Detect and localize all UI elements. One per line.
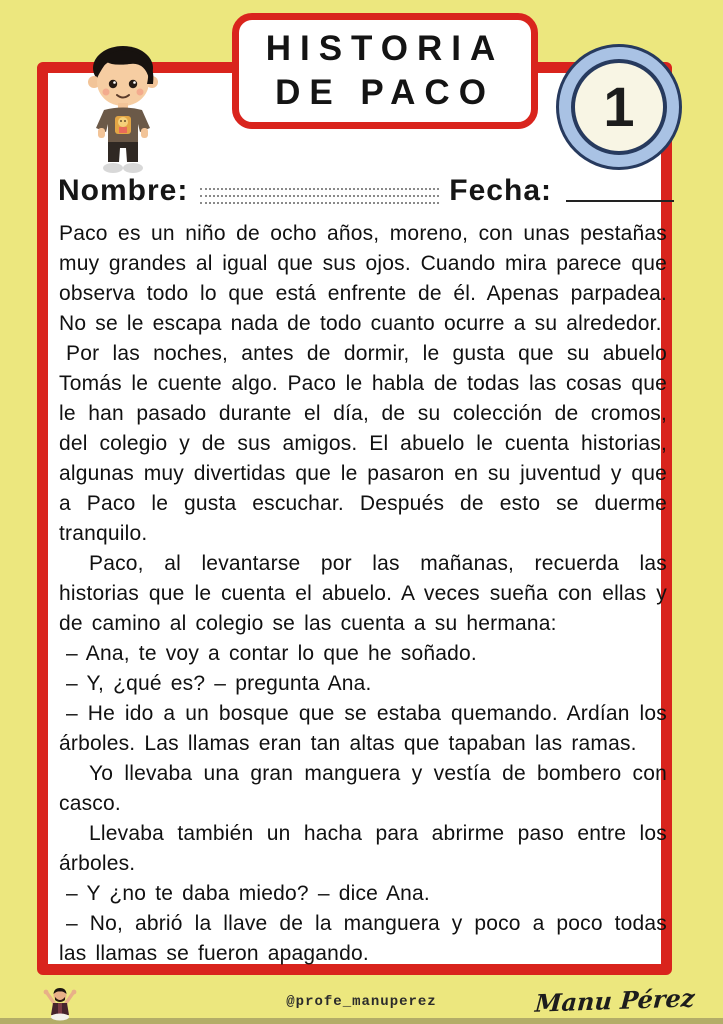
date-blank-line — [566, 200, 674, 202]
bottom-edge-strip — [0, 1018, 723, 1024]
story-paragraph: Por las noches, antes de dormir, le gusta que su abuelo Tomás le cuente algo. Paco le habla de todas las cosas que le han pasado durante el día, de su colección de cromos, del colegio y de sus amigos. El abuelo le cuenta historias, algunas muy divertidas que le pasaron en su juventud y que a Paco le gusta escuchar. Después de esto se duerme tranquilo. — [59, 342, 667, 545]
name-blank-line — [200, 188, 439, 204]
boy-character-illustration — [60, 40, 186, 180]
lesson-number-badge-inner — [571, 59, 667, 155]
story-paragraph: Paco es un niño de ocho años, moreno, con unas pestañas muy grandes al igual que sus ojos. Cuando mira parece que observa todo lo que está enfrente de él. Apenas parpadea. No se le escapa nada de todo cuanto ocurre a su alrededor. — [59, 222, 667, 335]
story-paragraph: Yo llevaba una gran manguera y vestía de bombero con casco. — [59, 762, 667, 815]
story-paragraph: Paco, al levantarse por las mañanas, recuerda las historias que le cuenta el abuelo. A veces sueña con ellas y de camino al colegio se las cuenta a su hermana: — [59, 552, 667, 635]
name-date-row — [58, 170, 674, 208]
story-dialogue-line: – Y, ¿qué es? – pregunta Ana. — [66, 672, 372, 695]
page-title-line2: DE PACO — [275, 73, 495, 112]
story-dialogue-line: – Ana, te voy a contar lo que he soñado. — [66, 642, 477, 665]
story-paragraph: Llevaba también un hacha para abrirme paso entre los árboles. — [59, 822, 667, 875]
date-label: Fecha: — [449, 174, 552, 207]
story-dialogue-line: – He ido a un bosque que se estaba quemando. Ardían los árboles. Las llamas eran tan altas que tapaban las ramas. — [59, 702, 667, 755]
author-signature: Manu Pérez — [534, 983, 696, 1018]
page-title-line1: HISTORIA — [265, 28, 505, 68]
lesson-number-badge — [556, 44, 682, 170]
story-dialogue-line: – No, abrió la llave de la manguera y poco a poco todas las llamas se fueron apagando. — [59, 912, 667, 965]
instagram-handle: @profe_manuperez — [286, 994, 437, 1010]
title-box — [232, 13, 538, 129]
story-dialogue-line: – Y ¿no te daba miedo? – dice Ana. — [66, 882, 430, 905]
lesson-number: 1 — [603, 75, 635, 138]
story-text — [59, 219, 667, 969]
name-label: Nombre: — [58, 174, 189, 207]
